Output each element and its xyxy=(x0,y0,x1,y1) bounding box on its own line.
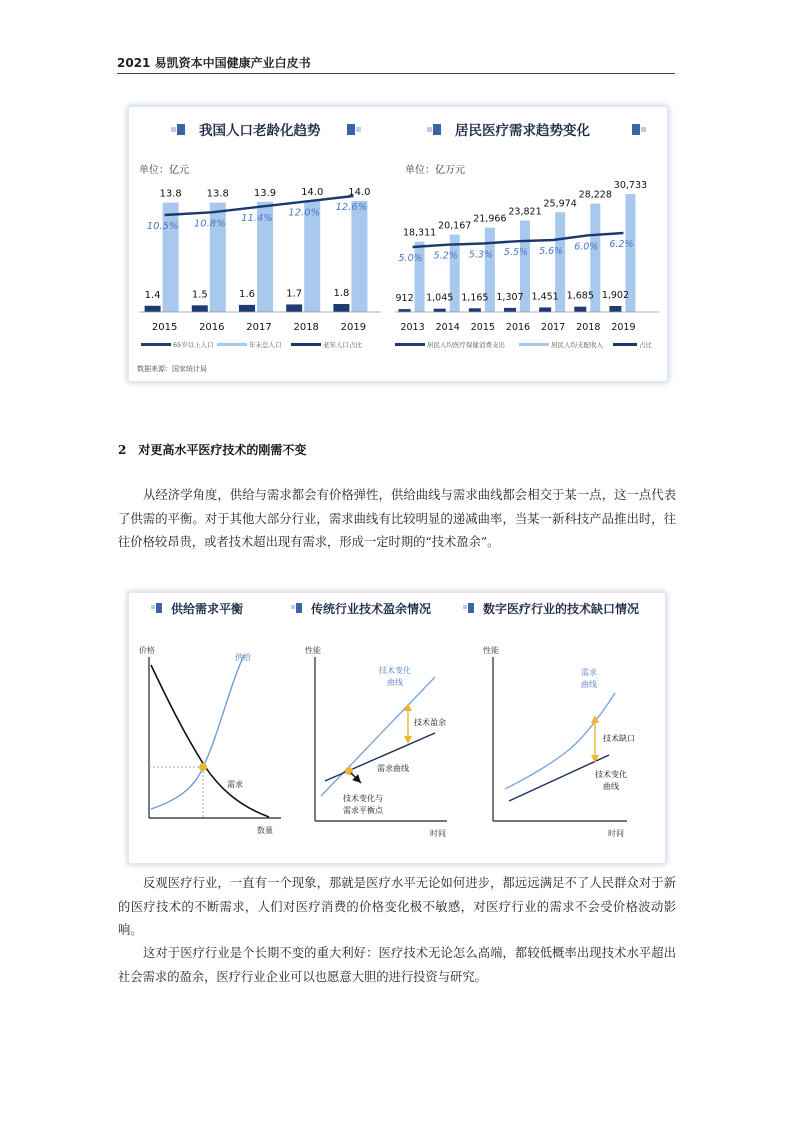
bar-elderly xyxy=(286,304,302,312)
diagram3-x-label: 时间 xyxy=(608,829,624,838)
tech-curve xyxy=(321,677,435,796)
percent-label: 5.0% xyxy=(398,253,423,264)
title-deco-icon xyxy=(433,124,441,135)
title-deco-icon xyxy=(463,605,467,609)
bar-elderly-label: 1,685 xyxy=(566,290,594,302)
bar-total-label: 13.9 xyxy=(253,187,277,199)
percent-label: 5.5% xyxy=(503,247,529,259)
category-label: 2017 xyxy=(541,322,566,333)
bar-elderly-label: 912 xyxy=(395,293,414,305)
paragraph: 反观医疗行业，一直有一个现象，那就是医疗水平无论如何进步，都远远满足不了人民群众对于新的医疗技术的不断需求，人们对医疗消费的价格变化极不敏感，对医疗行业的需求不会受价格波动影响。 xyxy=(118,876,676,937)
percent-label: 12.6% xyxy=(335,202,368,213)
diagram3-y-label: 性能 xyxy=(483,646,499,655)
diagram-supply-demand xyxy=(139,601,281,835)
tech-label: 曲线 xyxy=(387,678,403,687)
percent-label: 11.4% xyxy=(241,212,273,224)
demand-label: 需求曲线 xyxy=(377,764,409,773)
chart1-plot xyxy=(145,187,371,333)
category-label: 2016 xyxy=(505,322,531,333)
charts-svg xyxy=(129,107,667,381)
legend-label: 年末总人口 xyxy=(249,341,282,349)
bar-total xyxy=(163,203,179,312)
demand-label: 曲线 xyxy=(581,680,597,689)
title-deco-icon xyxy=(177,124,185,135)
category-label: 2018 xyxy=(293,322,319,333)
percent-label: 6.0% xyxy=(574,241,599,253)
figure-population-medical xyxy=(128,106,668,382)
bar-total-label: 18,311 xyxy=(402,227,437,239)
category-label: 2016 xyxy=(199,322,225,333)
bar-elderly-label: 1,045 xyxy=(426,292,454,304)
bar-elderly-label: 1,902 xyxy=(601,290,630,301)
diagram-digital-gap xyxy=(463,601,639,838)
category-label: 2019 xyxy=(340,322,367,333)
bar-total-label: 28,228 xyxy=(578,189,612,201)
gap-arrow-icon xyxy=(591,755,599,763)
title-deco-icon xyxy=(427,127,432,132)
legend-label: 老年人口占比 xyxy=(323,341,362,349)
percent-label: 5.6% xyxy=(539,246,564,257)
bar-elderly-label: 1.8 xyxy=(333,288,350,299)
tech-curve xyxy=(509,755,609,801)
demand-label: 需求 xyxy=(581,668,597,677)
bar-elderly xyxy=(434,309,446,312)
diagram-traditional-surplus xyxy=(291,601,447,838)
balance-label: 需求平衡点 xyxy=(343,806,383,815)
gap-label: 技术缺口 xyxy=(603,734,635,743)
paragraph: 这对于医疗行业是个长期不变的重大利好：医疗技术无论怎么高端，都较低概率出现技术水平超出社会需求的盈余，医疗行业企业可以也愿意大胆的进行投资与研究。 xyxy=(118,946,676,984)
title-deco-icon xyxy=(641,127,646,132)
equilibrium-point xyxy=(199,763,207,771)
category-label: 2019 xyxy=(611,322,636,333)
chart2-unit: 单位：亿万元 xyxy=(405,165,465,176)
bar-elderly xyxy=(574,307,586,312)
chart2-plot xyxy=(396,180,648,333)
paragraph: 从经济学角度，供给与需求都会有价格弹性，供给曲线与需求曲线都会相交于某一点，这一点代表了供需的平衡。对于其他大部分行业，需求曲线有比较明显的递减曲率，当某一新科技产品推出时，往往价格较昂贵，或者技术超出现有需求，形成一定时期的“技术盈余”。 xyxy=(118,488,676,549)
category-label: 2013 xyxy=(400,322,425,333)
percent-label: 5.3% xyxy=(468,249,493,261)
demand-curve xyxy=(325,733,435,781)
bar-elderly xyxy=(333,304,349,312)
tech-label: 技术变化 xyxy=(379,666,411,675)
title-deco-icon xyxy=(468,603,474,613)
diagram2-x-label: 时间 xyxy=(430,829,446,838)
bar-total-label: 13.8 xyxy=(206,188,229,200)
diagrams-svg xyxy=(129,593,665,863)
bar-total-label: 25,974 xyxy=(543,198,577,210)
chart1-legend xyxy=(141,340,363,349)
bar-elderly xyxy=(609,306,621,312)
legend-swatch-line xyxy=(613,343,637,346)
bar-elderly-label: 1,165 xyxy=(461,292,489,304)
percent-label: 5.2% xyxy=(433,250,458,262)
bar-elderly xyxy=(539,307,551,312)
bar-elderly-label: 1,451 xyxy=(531,291,559,303)
title-deco-icon xyxy=(151,605,155,609)
category-label: 2015 xyxy=(151,322,178,333)
legend-swatch-light xyxy=(217,343,247,346)
demand-curve xyxy=(151,665,269,817)
legend-label: 65岁以上人口 xyxy=(173,341,214,349)
bar-elderly xyxy=(192,305,208,312)
bar-total-label: 20,167 xyxy=(438,220,472,232)
diagram3-title: 数字医疗行业的技术缺口情况 xyxy=(483,602,640,616)
percent-label: 10.5% xyxy=(146,221,179,232)
bar-total-label: 23,821 xyxy=(508,206,542,218)
bar-total-label: 13.8 xyxy=(159,188,182,200)
bar-elderly xyxy=(469,308,481,312)
bar-total-label: 30,733 xyxy=(613,180,648,191)
percent-label: 6.2% xyxy=(609,239,634,250)
bar-elderly-label: 1.6 xyxy=(239,288,255,300)
legend-swatch-dark xyxy=(141,343,171,346)
demand-label: 需求 xyxy=(227,780,243,789)
bar-elderly xyxy=(399,309,411,312)
bar-elderly-label: 1.7 xyxy=(286,288,303,300)
diagram2-y-label: 性能 xyxy=(305,646,321,655)
bar-elderly-label: 1.5 xyxy=(191,289,208,301)
diagram2-title: 传统行业技术盈余情况 xyxy=(311,602,432,616)
category-label: 2017 xyxy=(246,322,272,333)
figure-supply-demand xyxy=(128,592,666,864)
legend-swatch-light xyxy=(519,343,549,346)
bar-elderly-label: 1.4 xyxy=(144,289,161,301)
diagram1-y-label: 价格 xyxy=(139,646,155,655)
legend-label: 居民人均支配收入 xyxy=(551,341,603,349)
title-deco-icon xyxy=(291,605,295,609)
bar-elderly-label: 1,307 xyxy=(496,291,524,303)
header-rule xyxy=(117,73,675,74)
title-deco-icon xyxy=(156,603,162,613)
bar-elderly xyxy=(504,308,516,312)
legend-label: 居民人均医疗保健消费支出 xyxy=(427,341,505,349)
running-header: 2021 易凯资本中国健康产业白皮书 xyxy=(117,56,311,70)
diagram1-title: 供给需求平衡 xyxy=(171,602,244,616)
data-source: 数据来源：国家统计局 xyxy=(137,365,207,373)
title-deco-icon xyxy=(296,603,302,613)
title-deco-icon xyxy=(347,124,355,135)
tech-label: 曲线 xyxy=(603,782,619,791)
chart1-title: 我国人口老龄化趋势 xyxy=(199,123,321,139)
bar-total xyxy=(351,201,367,312)
bar-elderly xyxy=(239,305,255,312)
title-deco-icon xyxy=(632,124,640,135)
balance-arrow-icon xyxy=(351,773,361,783)
diagram1-x-label: 数量 xyxy=(257,826,273,835)
tech-label: 技术变化 xyxy=(595,770,627,779)
surplus-label: 技术盈余 xyxy=(414,718,446,727)
legend-label: 占比 xyxy=(639,341,652,349)
chart1-unit: 单位：亿元 xyxy=(139,165,189,176)
legend-swatch-line xyxy=(291,343,321,346)
bar-elderly xyxy=(145,306,161,312)
bar-total-label: 14.0 xyxy=(301,187,324,198)
legend-swatch-dark xyxy=(395,343,425,346)
supply-label: 供给 xyxy=(235,653,251,662)
chart2-title: 居民医疗需求趋势变化 xyxy=(455,123,590,139)
bar-total-label: 14.0 xyxy=(348,187,371,198)
percent-label: 10.8% xyxy=(193,218,226,230)
category-label: 2018 xyxy=(576,322,601,333)
chart2-legend xyxy=(395,340,653,349)
surplus-arrow-icon xyxy=(404,703,412,711)
category-label: 2014 xyxy=(435,322,460,333)
percent-label: 12.0% xyxy=(288,207,321,219)
bar-total-label: 21,966 xyxy=(473,213,507,225)
category-label: 2015 xyxy=(470,322,495,333)
section-heading: 2 对更高水平医疗技术的刚需不变 xyxy=(118,443,307,457)
title-deco-icon xyxy=(356,127,361,132)
title-deco-icon xyxy=(171,127,176,132)
balance-label: 技术变化与 xyxy=(343,794,383,803)
